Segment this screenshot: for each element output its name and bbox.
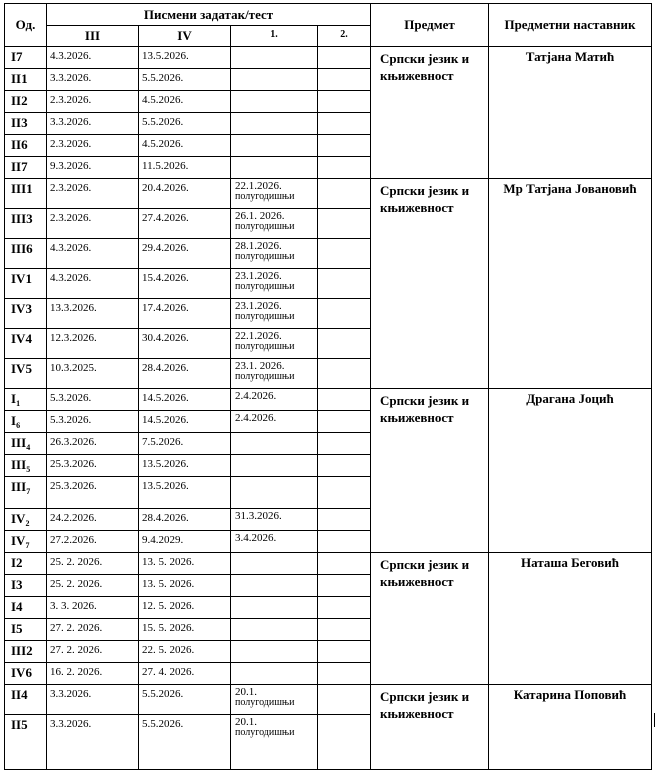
test-1-date: 26.1. 2026.: [235, 210, 285, 222]
class-base: IV: [11, 533, 26, 548]
test-iii-cell: 2.3.2026.: [47, 91, 139, 113]
test-iii-cell: 5.3.2026.: [47, 411, 139, 433]
test-iii-cell: 3.3.2026.: [47, 69, 139, 91]
test-iii-cell: 27.2.2026.: [47, 531, 139, 553]
test-iii-cell: 4.3.2026.: [47, 47, 139, 69]
test-2-cell: [318, 597, 371, 619]
test-iv-cell: 7.5.2026.: [139, 433, 231, 455]
test-iv-cell: 13.5.2026.: [139, 477, 231, 509]
test-1-date: 3.4.2026.: [235, 532, 277, 544]
teacher-cell: Мр Татјана Јовановић: [489, 179, 652, 389]
header-col-iii: III: [47, 26, 139, 47]
class-cell: IV3: [5, 299, 47, 329]
class-subscript: 7: [25, 541, 30, 550]
class-base: III: [11, 457, 27, 472]
class-cell: II1: [5, 69, 47, 91]
test-2-cell: [318, 641, 371, 663]
test-1-cell: [231, 179, 318, 209]
test-iii-cell: 4.3.2026.: [47, 239, 139, 269]
test-1-cell: [231, 135, 318, 157]
test-1-cell: [231, 641, 318, 663]
class-subscript: 4: [26, 443, 31, 452]
class-cell: I4: [5, 597, 47, 619]
class-base: IV: [11, 511, 26, 526]
class-cell: [5, 455, 47, 477]
test-2-cell: [318, 329, 371, 359]
class-cell: II2: [5, 91, 47, 113]
header-col-2: 2.: [318, 26, 371, 47]
subject-cell: Српски језик и књижевност: [371, 553, 489, 685]
schedule-table: [4, 3, 652, 770]
class-cell: II5: [5, 715, 47, 770]
test-1-cell: [231, 299, 318, 329]
header-row: [5, 4, 652, 26]
test-1-date: 23.1.2026.: [235, 270, 282, 282]
test-2-cell: [318, 69, 371, 91]
subject-cell: Српски језик и књижевност: [371, 389, 489, 553]
test-iii-cell: 16. 2. 2026.: [47, 663, 139, 685]
test-iv-cell: 13. 5. 2026.: [139, 575, 231, 597]
test-2-cell: [318, 663, 371, 685]
test-1-cell: [231, 509, 318, 531]
test-iii-cell: 4.3.2026.: [47, 269, 139, 299]
test-2-cell: [318, 389, 371, 411]
test-2-cell: [318, 477, 371, 509]
teacher-cell: Татјана Матић: [489, 47, 652, 179]
class-cell: III1: [5, 179, 47, 209]
test-1-cell: [231, 113, 318, 135]
test-1-cell: [231, 329, 318, 359]
class-cell: IV1: [5, 269, 47, 299]
test-iv-cell: 4.5.2026.: [139, 135, 231, 157]
test-1-note: полугодишњи: [235, 697, 295, 708]
test-iv-cell: 14.5.2026.: [139, 389, 231, 411]
test-1-date: 22.1.2026.: [235, 180, 282, 192]
test-iv-cell: 9.4.2029.: [139, 531, 231, 553]
class-cell: I2: [5, 553, 47, 575]
subject-cell: Српски језик и књижевност: [371, 685, 489, 770]
test-iv-cell: 4.5.2026.: [139, 91, 231, 113]
test-iii-cell: 25. 2. 2026.: [47, 553, 139, 575]
class-base: III: [11, 479, 27, 494]
test-1-note: полугодишњи: [235, 341, 295, 352]
header-written-test: Писмени задатак/тест: [47, 4, 371, 26]
test-1-date: 23.1. 2026.: [235, 360, 285, 372]
class-cell: II4: [5, 685, 47, 715]
test-iii-cell: 25.3.2026.: [47, 455, 139, 477]
test-1-note: полугодишњи: [235, 371, 295, 382]
test-1-date: 2.4.2026.: [235, 412, 277, 424]
class-cell: III6: [5, 239, 47, 269]
table-row: [5, 47, 652, 69]
test-iv-cell: 15.4.2026.: [139, 269, 231, 299]
test-1-cell: [231, 553, 318, 575]
test-iii-cell: 3. 3. 2026.: [47, 597, 139, 619]
test-2-cell: [318, 619, 371, 641]
test-2-cell: [318, 179, 371, 209]
test-1-date: 20.1.: [235, 686, 257, 698]
text-cursor: [654, 713, 655, 727]
test-1-note: полугодишњи: [235, 727, 295, 738]
test-2-cell: [318, 715, 371, 770]
test-1-cell: [231, 619, 318, 641]
test-iii-cell: 13.3.2026.: [47, 299, 139, 329]
test-1-cell: [231, 359, 318, 389]
test-iv-cell: 15. 5. 2026.: [139, 619, 231, 641]
test-iv-cell: 28.4.2026.: [139, 359, 231, 389]
header-subject: Предмет: [371, 4, 489, 47]
test-1-cell: [231, 209, 318, 239]
test-1-date: 28.1.2026.: [235, 240, 282, 252]
table-row: [5, 553, 652, 575]
test-iv-cell: 5.5.2026.: [139, 685, 231, 715]
test-1-cell: [231, 433, 318, 455]
test-2-cell: [318, 91, 371, 113]
test-2-cell: [318, 531, 371, 553]
test-2-cell: [318, 113, 371, 135]
test-iv-cell: 5.5.2026.: [139, 69, 231, 91]
test-2-cell: [318, 135, 371, 157]
test-iv-cell: 5.5.2026.: [139, 715, 231, 770]
test-iv-cell: 27. 4. 2026.: [139, 663, 231, 685]
test-iv-cell: 30.4.2026.: [139, 329, 231, 359]
test-iii-cell: 2.3.2026.: [47, 135, 139, 157]
test-1-cell: [231, 411, 318, 433]
class-base: I: [11, 391, 17, 406]
test-2-cell: [318, 299, 371, 329]
test-1-cell: [231, 531, 318, 553]
test-iii-cell: 12.3.2026.: [47, 329, 139, 359]
test-1-cell: [231, 455, 318, 477]
class-cell: III3: [5, 209, 47, 239]
header-col-iv: IV: [139, 26, 231, 47]
test-1-note: полугодишњи: [235, 311, 295, 322]
test-iii-cell: 27. 2. 2026.: [47, 641, 139, 663]
test-2-cell: [318, 269, 371, 299]
subject-cell: Српски језик и књижевност: [371, 179, 489, 389]
test-1-cell: [231, 91, 318, 113]
class-cell: [5, 477, 47, 509]
test-1-date: 31.3.2026.: [235, 510, 282, 522]
teacher-cell: Драгана Јоцић: [489, 389, 652, 553]
header-teacher: Предметни наставник: [489, 4, 652, 47]
test-iv-cell: 11.5.2026.: [139, 157, 231, 179]
test-2-cell: [318, 411, 371, 433]
test-iv-cell: 20.4.2026.: [139, 179, 231, 209]
test-1-cell: [231, 685, 318, 715]
test-iii-cell: 2.3.2026.: [47, 209, 139, 239]
class-subscript: 6: [16, 421, 21, 430]
test-2-cell: [318, 509, 371, 531]
test-2-cell: [318, 209, 371, 239]
class-cell: III2: [5, 641, 47, 663]
class-subscript: 1: [16, 399, 21, 408]
test-1-cell: [231, 477, 318, 509]
class-cell: [5, 433, 47, 455]
class-cell: I3: [5, 575, 47, 597]
test-1-cell: [231, 597, 318, 619]
test-iv-cell: 5.5.2026.: [139, 113, 231, 135]
class-cell: [5, 509, 47, 531]
class-cell: II3: [5, 113, 47, 135]
class-cell: I7: [5, 47, 47, 69]
header-od: Од.: [5, 4, 47, 47]
class-cell: [5, 411, 47, 433]
class-base: III: [11, 435, 27, 450]
test-1-note: полугодишњи: [235, 281, 295, 292]
subject-cell: Српски језик и књижевност: [371, 47, 489, 179]
table-row: [5, 179, 652, 209]
test-iii-cell: 27. 2. 2026.: [47, 619, 139, 641]
class-cell: [5, 531, 47, 553]
test-2-cell: [318, 433, 371, 455]
test-2-cell: [318, 359, 371, 389]
test-1-date: 20.1.: [235, 716, 257, 728]
test-1-note: полугодишњи: [235, 221, 295, 232]
test-1-cell: [231, 239, 318, 269]
class-cell: I5: [5, 619, 47, 641]
test-2-cell: [318, 685, 371, 715]
class-base: I: [11, 413, 17, 428]
test-2-cell: [318, 157, 371, 179]
class-subscript: 5: [26, 465, 31, 474]
test-1-note: полугодишњи: [235, 251, 295, 262]
test-iii-cell: 5.3.2026.: [47, 389, 139, 411]
class-cell: IV4: [5, 329, 47, 359]
teacher-cell: Катарина Поповић: [489, 685, 652, 770]
test-1-cell: [231, 575, 318, 597]
test-1-cell: [231, 269, 318, 299]
class-cell: IV6: [5, 663, 47, 685]
test-iii-cell: 10.3.2025.: [47, 359, 139, 389]
test-iv-cell: 13.5.2026.: [139, 455, 231, 477]
test-iv-cell: 29.4.2026.: [139, 239, 231, 269]
test-iii-cell: 25.3.2026.: [47, 477, 139, 509]
test-iv-cell: 14.5.2026.: [139, 411, 231, 433]
test-iv-cell: 17.4.2026.: [139, 299, 231, 329]
class-subscript: 2: [25, 519, 30, 528]
test-iii-cell: 3.3.2026.: [47, 685, 139, 715]
test-iii-cell: 9.3.2026.: [47, 157, 139, 179]
teacher-cell: Наташа Беговић: [489, 553, 652, 685]
class-cell: II7: [5, 157, 47, 179]
table-row: [5, 685, 652, 715]
test-2-cell: [318, 575, 371, 597]
test-iv-cell: 13. 5. 2026.: [139, 553, 231, 575]
test-iii-cell: 3.3.2026.: [47, 113, 139, 135]
test-2-cell: [318, 455, 371, 477]
test-1-cell: [231, 157, 318, 179]
test-iii-cell: 25. 2. 2026.: [47, 575, 139, 597]
class-cell: II6: [5, 135, 47, 157]
test-1-date: 23.1.2026.: [235, 300, 282, 312]
test-iii-cell: 26.3.2026.: [47, 433, 139, 455]
test-1-note: полугодишњи: [235, 191, 295, 202]
test-1-date: 22.1.2026.: [235, 330, 282, 342]
test-1-cell: [231, 715, 318, 770]
test-1-cell: [231, 47, 318, 69]
test-iii-cell: 24.2.2026.: [47, 509, 139, 531]
class-subscript: 7: [26, 487, 31, 496]
test-2-cell: [318, 239, 371, 269]
test-iii-cell: 2.3.2026.: [47, 179, 139, 209]
test-iv-cell: 28.4.2026.: [139, 509, 231, 531]
test-2-cell: [318, 553, 371, 575]
test-1-cell: [231, 663, 318, 685]
test-iv-cell: 12. 5. 2026.: [139, 597, 231, 619]
test-iv-cell: 27.4.2026.: [139, 209, 231, 239]
test-1-cell: [231, 69, 318, 91]
table-row: [5, 389, 652, 411]
test-1-date: 2.4.2026.: [235, 390, 277, 402]
test-iv-cell: 13.5.2026.: [139, 47, 231, 69]
class-cell: IV5: [5, 359, 47, 389]
test-2-cell: [318, 47, 371, 69]
header-col-1: 1.: [231, 26, 318, 47]
test-1-cell: [231, 389, 318, 411]
test-iv-cell: 22. 5. 2026.: [139, 641, 231, 663]
class-cell: [5, 389, 47, 411]
test-iii-cell: 3.3.2026.: [47, 715, 139, 770]
